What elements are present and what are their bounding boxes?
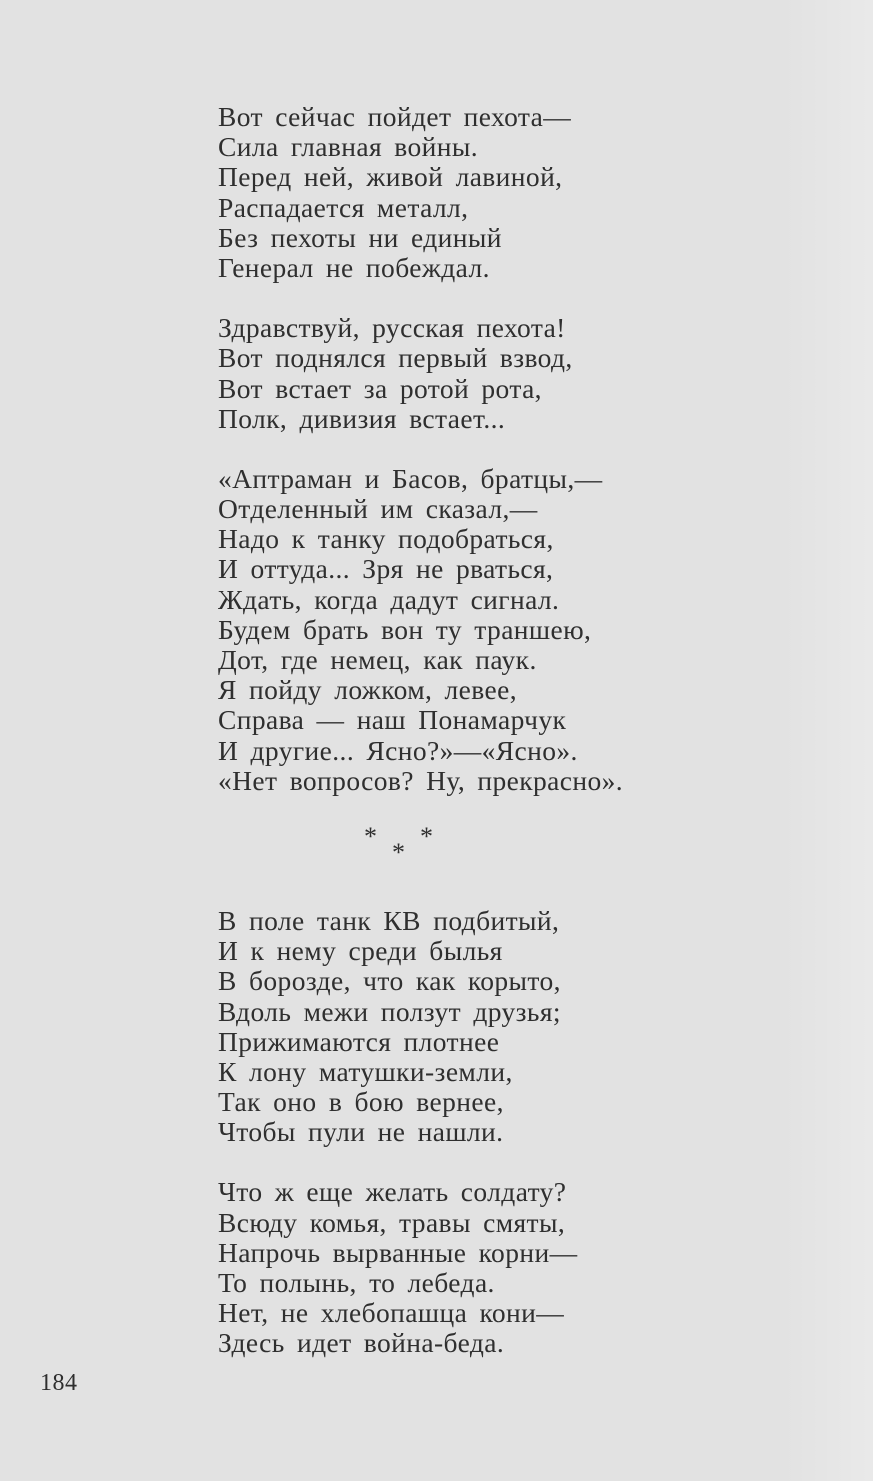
- stanza-3: [218, 464, 778, 796]
- page-number: 184: [40, 1370, 78, 1396]
- poem-line: Без пехоты ни единый: [218, 221, 502, 253]
- poem-line: Всюду комья, травы смяты,: [218, 1206, 566, 1238]
- poem-line: Нет, не хлебопашца кони—: [218, 1297, 565, 1329]
- poem-line: И оттуда... Зря не рваться,: [218, 553, 554, 585]
- poem-line: Распадается металл,: [218, 191, 469, 223]
- asterisk: *: [420, 821, 434, 851]
- poem-line: «Нет вопросов? Ну, прекрасно».: [218, 764, 624, 796]
- poem-line: То полынь, то лебеда.: [218, 1267, 495, 1298]
- poem-line: Отделенный им сказал,—: [218, 493, 538, 525]
- poem: [218, 102, 778, 1359]
- poem-line: Здесь идет война-беда.: [218, 1327, 505, 1359]
- poem-line: Прижимаются плотнее: [218, 1025, 500, 1057]
- asterism-separator: [218, 816, 778, 876]
- poem-line: Надо к танку подобраться,: [218, 523, 554, 555]
- asterisk: *: [392, 837, 406, 867]
- stanza-5: [218, 1177, 778, 1358]
- poem-line: И к нему среди былья: [218, 935, 503, 967]
- poem-line: Так оно в бою вернее,: [218, 1086, 504, 1118]
- poem-line: Будем брать вон ту траншею,: [218, 613, 592, 645]
- stanza-4: [218, 906, 778, 1148]
- poem-line: И другие... Ясно?»—«Ясно».: [218, 734, 578, 766]
- poem-line: Чтобы пули не нашли.: [218, 1116, 504, 1148]
- poem-line: Вот поднялся первый взвод,: [218, 342, 573, 374]
- poem-line: Здравствуй, русская пехота!: [218, 312, 566, 344]
- poem-line: Дот, где немец, как паук.: [218, 644, 537, 675]
- poem-line: Вот сейчас пойдет пехота—: [218, 101, 572, 132]
- poem-line: Генерал не побеждал.: [218, 251, 490, 283]
- poem-line: Вот встает за ротой рота,: [218, 372, 542, 404]
- poem-line: Напрочь вырванные корни—: [218, 1236, 578, 1268]
- poem-line: Вдоль межи ползут друзья;: [218, 995, 561, 1027]
- poem-line: Я пойду ложком, левее,: [218, 674, 517, 706]
- stanza-1: [218, 102, 778, 283]
- poem-line: Сила главная войны.: [218, 131, 479, 163]
- asterisk: *: [364, 821, 378, 851]
- poem-line: Что ж еще желать солдату?: [218, 1176, 567, 1208]
- poem-line: К лону матушки-земли,: [218, 1055, 513, 1087]
- poem-line: Справа — наш Понамарчук: [218, 704, 567, 736]
- poem-line: «Аптраман и Басов, братцы,—: [218, 462, 603, 494]
- poem-line: Ждать, когда дадут сигнал.: [218, 583, 560, 615]
- poem-line: Полк, дивизия встает...: [218, 402, 506, 434]
- stanza-2: [218, 313, 778, 434]
- poem-line: Перед ней, живой лавиной,: [218, 161, 563, 193]
- poem-line: В борозде, что как корыто,: [218, 965, 561, 997]
- poem-line: В поле танк КВ подбитый,: [218, 904, 560, 936]
